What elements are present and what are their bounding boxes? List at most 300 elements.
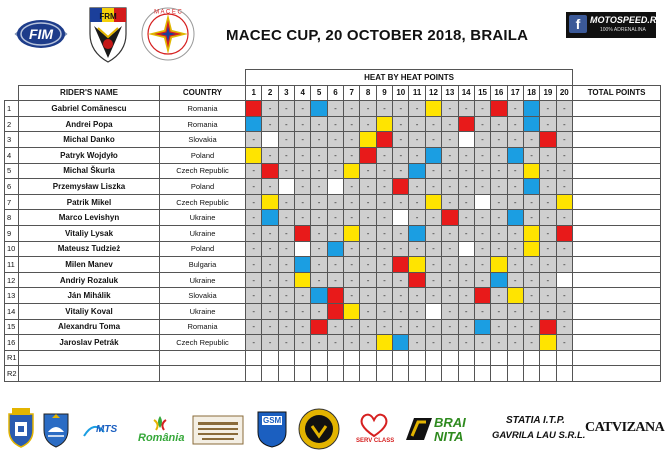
- heat-cell: -: [409, 335, 425, 351]
- heat-cell: [327, 241, 343, 257]
- total-points-cell: [573, 147, 661, 163]
- heat-cell: -: [295, 194, 311, 210]
- heat-cell: -: [278, 241, 294, 257]
- heat-cell: [278, 366, 294, 382]
- heat-cell: -: [425, 132, 441, 148]
- heat-cell: [523, 116, 539, 132]
- rider-row: [5, 179, 661, 195]
- heat-cell: -: [393, 225, 409, 241]
- heat-cell: -: [491, 288, 507, 304]
- gavrila-text: GAVRILA LAU S.R.L.: [492, 430, 586, 441]
- total-points-cell: [573, 335, 661, 351]
- rider-row: [5, 303, 661, 319]
- heat-cell: [442, 210, 458, 226]
- heat-cell: -: [295, 335, 311, 351]
- heat-cell: -: [409, 303, 425, 319]
- heat-cell: -: [295, 303, 311, 319]
- heat-cell: [262, 194, 278, 210]
- heat-cell: -: [311, 272, 327, 288]
- heat-cell: -: [425, 335, 441, 351]
- heat-cell: -: [491, 194, 507, 210]
- rider-number: 13: [5, 288, 19, 304]
- heat-cell: [491, 272, 507, 288]
- heat-cell: -: [507, 272, 523, 288]
- riders-name-header: RIDER'S NAME: [19, 85, 160, 101]
- heat-cell: -: [344, 179, 360, 195]
- heat-cell: [507, 147, 523, 163]
- gsm-logo: [256, 410, 288, 448]
- heat-cell: [491, 350, 507, 366]
- heat-cell: -: [507, 163, 523, 179]
- heat-number-header: 19: [540, 85, 556, 101]
- heat-cell: -: [540, 288, 556, 304]
- heat-cell: -: [327, 101, 343, 117]
- heat-cell: -: [540, 225, 556, 241]
- heat-number-header: 5: [311, 85, 327, 101]
- romania-text: România: [138, 432, 185, 444]
- heat-cell: -: [540, 101, 556, 117]
- heat-cell: -: [262, 241, 278, 257]
- heat-cell: -: [425, 319, 441, 335]
- braintia-logo: [404, 414, 498, 444]
- heat-cell: -: [344, 319, 360, 335]
- heat-cell: -: [523, 132, 539, 148]
- rider-row: [5, 366, 661, 382]
- heat-cell: [425, 101, 441, 117]
- rider-row: [5, 194, 661, 210]
- svg-text:FRM: FRM: [99, 12, 117, 21]
- heat-cell: [556, 366, 573, 382]
- heat-cell: -: [360, 257, 376, 273]
- serv-class-logo: [350, 412, 398, 448]
- heat-number-header: 1: [246, 85, 262, 101]
- heat-cell: [540, 335, 556, 351]
- rider-number: 15: [5, 319, 19, 335]
- heat-cell: [523, 241, 539, 257]
- heat-cell: -: [278, 303, 294, 319]
- heat-cell: -: [425, 257, 441, 273]
- rider-number: 16: [5, 335, 19, 351]
- rider-name: Michal Danko: [19, 132, 160, 148]
- heat-cell: -: [425, 116, 441, 132]
- motospeed-name: MOTOSPEED.RO: [590, 15, 664, 25]
- macec-logo: [140, 6, 196, 62]
- heat-cell: -: [360, 179, 376, 195]
- heat-cell: [295, 366, 311, 382]
- heat-cell: -: [556, 163, 573, 179]
- heat-cell: -: [393, 319, 409, 335]
- heat-cell: -: [491, 116, 507, 132]
- heat-cell: -: [425, 272, 441, 288]
- rider-row: [5, 257, 661, 273]
- heat-cell: -: [278, 319, 294, 335]
- rider-name: Patrik Mikel: [19, 194, 160, 210]
- heat-cell: -: [246, 225, 262, 241]
- heat-cell: -: [474, 179, 490, 195]
- heat-cell: -: [311, 194, 327, 210]
- heat-cell: -: [442, 194, 458, 210]
- heat-cell: -: [246, 257, 262, 273]
- heat-cell: -: [540, 179, 556, 195]
- heat-cell: -: [523, 257, 539, 273]
- heat-cell: -: [393, 116, 409, 132]
- heat-cell: -: [360, 116, 376, 132]
- heat-cell: [458, 241, 474, 257]
- rider-name: Andriy Rozaluk: [19, 272, 160, 288]
- rider-country: Czech Republic: [160, 194, 246, 210]
- total-points-header: TOTAL POINTS: [573, 85, 661, 101]
- rider-name: Michal Škurla: [19, 163, 160, 179]
- heat-cell: [491, 101, 507, 117]
- heat-cell: [344, 350, 360, 366]
- heat-cell: -: [278, 225, 294, 241]
- rider-country: [160, 366, 246, 382]
- heat-cell: -: [360, 272, 376, 288]
- heat-cell: [425, 366, 441, 382]
- heat-cell: [246, 101, 262, 117]
- heat-cell: -: [311, 225, 327, 241]
- heat-number-header: 3: [278, 85, 294, 101]
- heat-cell: -: [491, 241, 507, 257]
- heat-cell: -: [376, 303, 392, 319]
- heat-cell: -: [458, 335, 474, 351]
- heat-cell: [556, 272, 573, 288]
- rider-row: [5, 272, 661, 288]
- blank-corner: [5, 70, 246, 86]
- heat-cell: -: [556, 288, 573, 304]
- heat-cell: -: [523, 303, 539, 319]
- heat-cell: [376, 366, 392, 382]
- heat-cell: -: [295, 210, 311, 226]
- heat-cell: [393, 257, 409, 273]
- heat-cell: [262, 350, 278, 366]
- rider-row: [5, 319, 661, 335]
- heat-cell: -: [376, 257, 392, 273]
- statia-itp-logo: [492, 414, 586, 446]
- heat-cell: -: [311, 303, 327, 319]
- heat-cell: -: [474, 303, 490, 319]
- heat-cell: [556, 350, 573, 366]
- heat-cell: -: [262, 225, 278, 241]
- rider-country: Poland: [160, 241, 246, 257]
- heat-cell: -: [278, 132, 294, 148]
- heat-cell: -: [327, 272, 343, 288]
- heat-cell: -: [344, 132, 360, 148]
- total-points-cell: [573, 210, 661, 226]
- heat-cell: -: [311, 210, 327, 226]
- heat-cell: -: [540, 241, 556, 257]
- heat-cell: -: [442, 132, 458, 148]
- rider-country: Poland: [160, 179, 246, 195]
- heat-cell: -: [278, 101, 294, 117]
- rider-name: Patryk Wojdyło: [19, 147, 160, 163]
- heat-cell: -: [458, 257, 474, 273]
- heat-number-header: 7: [344, 85, 360, 101]
- heat-cell: -: [360, 194, 376, 210]
- heat-number-header: 16: [491, 85, 507, 101]
- rider-name: Milen Manev: [19, 257, 160, 273]
- heat-cell: -: [376, 288, 392, 304]
- blank-corner-right: [573, 70, 661, 86]
- heat-number-header: 12: [425, 85, 441, 101]
- heat-cell: -: [344, 116, 360, 132]
- rider-row: [5, 335, 661, 351]
- heat-cell: -: [458, 303, 474, 319]
- heat-cell: -: [393, 101, 409, 117]
- heat-cell: -: [458, 194, 474, 210]
- heat-cell: [474, 350, 490, 366]
- rider-number: 4: [5, 147, 19, 163]
- rider-row: [5, 147, 661, 163]
- heat-cell: [311, 288, 327, 304]
- heat-cell: [474, 319, 490, 335]
- heat-cell: [393, 210, 409, 226]
- heat-cell: [295, 257, 311, 273]
- heat-cell: -: [327, 163, 343, 179]
- heat-cell: -: [474, 101, 490, 117]
- heat-cell: -: [311, 335, 327, 351]
- blank-index-header: [5, 85, 19, 101]
- rider-country: Romania: [160, 319, 246, 335]
- heat-cell: [507, 210, 523, 226]
- total-points-cell: [573, 288, 661, 304]
- heat-cell: -: [491, 319, 507, 335]
- heat-cell: [409, 350, 425, 366]
- heat-cell: -: [409, 319, 425, 335]
- heat-cell: -: [556, 116, 573, 132]
- heat-cell: [458, 132, 474, 148]
- heat-cell: -: [376, 194, 392, 210]
- heat-cell: -: [507, 132, 523, 148]
- column-header-row: [5, 85, 661, 101]
- rider-row: [5, 241, 661, 257]
- heat-cell: -: [491, 147, 507, 163]
- rider-row: [5, 288, 661, 304]
- heat-cell: -: [262, 147, 278, 163]
- rider-row: [5, 350, 661, 366]
- heat-cell: -: [393, 147, 409, 163]
- heat-cell: -: [262, 101, 278, 117]
- heat-cell: [376, 132, 392, 148]
- rider-row: [5, 101, 661, 117]
- heat-cell: -: [409, 288, 425, 304]
- heat-cell: -: [523, 288, 539, 304]
- heat-cell: -: [376, 225, 392, 241]
- heat-cell: [523, 163, 539, 179]
- heat-cell: -: [523, 335, 539, 351]
- heat-cell: -: [278, 272, 294, 288]
- heat-cell: -: [393, 163, 409, 179]
- heat-cell: [507, 288, 523, 304]
- heat-cell: -: [344, 272, 360, 288]
- brai-text: BRAI: [434, 415, 466, 430]
- heat-cell: [311, 350, 327, 366]
- total-points-cell: [573, 163, 661, 179]
- heat-number-header: 14: [458, 85, 474, 101]
- heat-cell: [246, 116, 262, 132]
- heat-cell: -: [458, 101, 474, 117]
- heat-cell: -: [474, 163, 490, 179]
- rider-name: Przemysław Liszka: [19, 179, 160, 195]
- heat-cell: -: [376, 147, 392, 163]
- heat-cell: -: [458, 288, 474, 304]
- heat-cell: -: [376, 101, 392, 117]
- heat-cell: [458, 116, 474, 132]
- heat-cell: [311, 101, 327, 117]
- heat-cell: -: [327, 210, 343, 226]
- heat-number-header: 17: [507, 85, 523, 101]
- rider-number: 1: [5, 101, 19, 117]
- heat-cell: [344, 303, 360, 319]
- heat-number-header: 13: [442, 85, 458, 101]
- heat-schedule-table: [4, 69, 661, 382]
- heat-cell: [442, 366, 458, 382]
- rider-country: Slovakia: [160, 288, 246, 304]
- svg-text:FIM: FIM: [28, 26, 54, 42]
- mts-logo: [82, 418, 128, 442]
- heat-cell: -: [507, 225, 523, 241]
- total-points-cell: [573, 241, 661, 257]
- heat-cell: [360, 366, 376, 382]
- heat-cell: [393, 350, 409, 366]
- heat-cell: -: [540, 272, 556, 288]
- heat-cell: [523, 225, 539, 241]
- heat-cell: [474, 366, 490, 382]
- heat-cell: -: [246, 272, 262, 288]
- braila-county-arms: [42, 410, 70, 453]
- heat-cell: -: [344, 210, 360, 226]
- heat-cell: [491, 366, 507, 382]
- rider-name: Alexandru Toma: [19, 319, 160, 335]
- heat-cell: [344, 163, 360, 179]
- heat-cell: -: [523, 194, 539, 210]
- heat-number-header: 2: [262, 85, 278, 101]
- heat-cell: -: [278, 210, 294, 226]
- heat-cell: -: [523, 147, 539, 163]
- heat-cell: [262, 132, 278, 148]
- rider-name: [19, 366, 160, 382]
- heat-cell: [327, 366, 343, 382]
- heat-cell: -: [507, 303, 523, 319]
- heat-cell: [376, 335, 392, 351]
- heat-number-header: 20: [556, 85, 573, 101]
- heat-cell: -: [262, 272, 278, 288]
- heat-cell: [409, 272, 425, 288]
- heat-cell: -: [376, 272, 392, 288]
- heat-cell: [458, 350, 474, 366]
- rider-number: R2: [5, 366, 19, 382]
- heat-cell: [360, 350, 376, 366]
- heat-cell: -: [507, 194, 523, 210]
- rider-number: 10: [5, 241, 19, 257]
- gsm-text: GSM: [263, 416, 282, 425]
- heat-cell: -: [295, 179, 311, 195]
- rider-row: [5, 225, 661, 241]
- heat-cell: [540, 350, 556, 366]
- heat-cell: -: [491, 163, 507, 179]
- heat-cell: -: [246, 132, 262, 148]
- heat-cell: -: [360, 225, 376, 241]
- heat-cell: -: [442, 257, 458, 273]
- heat-cell: -: [327, 116, 343, 132]
- heat-cell: [442, 350, 458, 366]
- heat-cell: [425, 350, 441, 366]
- mts-text: MTS: [96, 424, 118, 435]
- heat-cell: -: [540, 257, 556, 273]
- casa-de-cultura-logo: [192, 414, 244, 446]
- heat-cell: -: [425, 179, 441, 195]
- heat-cell: [327, 179, 343, 195]
- heat-cell: -: [360, 288, 376, 304]
- heat-cell: [295, 225, 311, 241]
- heat-cell: -: [246, 194, 262, 210]
- heat-cell: -: [556, 303, 573, 319]
- heat-cell: -: [344, 241, 360, 257]
- rider-number: 8: [5, 210, 19, 226]
- heat-cell: -: [393, 288, 409, 304]
- heat-cell: -: [409, 210, 425, 226]
- heat-cell: -: [507, 101, 523, 117]
- heat-cell: -: [262, 179, 278, 195]
- heat-cell: [295, 241, 311, 257]
- heat-cell: -: [278, 163, 294, 179]
- heat-cell: [425, 147, 441, 163]
- heat-cell: [262, 210, 278, 226]
- heat-number-header: 15: [474, 85, 490, 101]
- heat-number-header: 18: [523, 85, 539, 101]
- total-points-cell: [573, 194, 661, 210]
- heat-number-header: 10: [393, 85, 409, 101]
- heat-cell: -: [295, 147, 311, 163]
- rider-number: 9: [5, 225, 19, 241]
- total-points-cell: [573, 303, 661, 319]
- heat-cell: -: [360, 241, 376, 257]
- heat-cell: -: [556, 147, 573, 163]
- heat-cell: [327, 350, 343, 366]
- rider-country: Ukraine: [160, 210, 246, 226]
- svg-text:M A C E C: M A C E C: [154, 9, 182, 16]
- heat-cell: [523, 101, 539, 117]
- heat-cell: -: [409, 241, 425, 257]
- rider-country: Romania: [160, 101, 246, 117]
- heat-cell: -: [311, 163, 327, 179]
- heat-cell: -: [344, 147, 360, 163]
- rider-country: Czech Republic: [160, 163, 246, 179]
- heat-cell: -: [246, 241, 262, 257]
- heat-cell: -: [376, 241, 392, 257]
- nita-text: NITA: [434, 429, 464, 444]
- heat-cell: -: [507, 335, 523, 351]
- heat-cell: [246, 147, 262, 163]
- heat-cell: -: [360, 335, 376, 351]
- motospeed-badge[interactable]: [566, 12, 664, 38]
- heat-cell: [556, 225, 573, 241]
- heat-by-heat-header: HEAT BY HEAT POINTS: [246, 70, 573, 86]
- heat-cell: -: [376, 179, 392, 195]
- heat-number-header: 9: [376, 85, 392, 101]
- rider-name: Andrei Popa: [19, 116, 160, 132]
- total-points-cell: [573, 366, 661, 382]
- heat-cell: [523, 350, 539, 366]
- heat-cell: -: [442, 101, 458, 117]
- heat-cell: -: [278, 116, 294, 132]
- heat-cell: -: [491, 225, 507, 241]
- heat-cell: [507, 350, 523, 366]
- frm-logo: [86, 4, 130, 64]
- heat-cell: -: [458, 179, 474, 195]
- heat-cell: [491, 257, 507, 273]
- heat-cell: -: [360, 101, 376, 117]
